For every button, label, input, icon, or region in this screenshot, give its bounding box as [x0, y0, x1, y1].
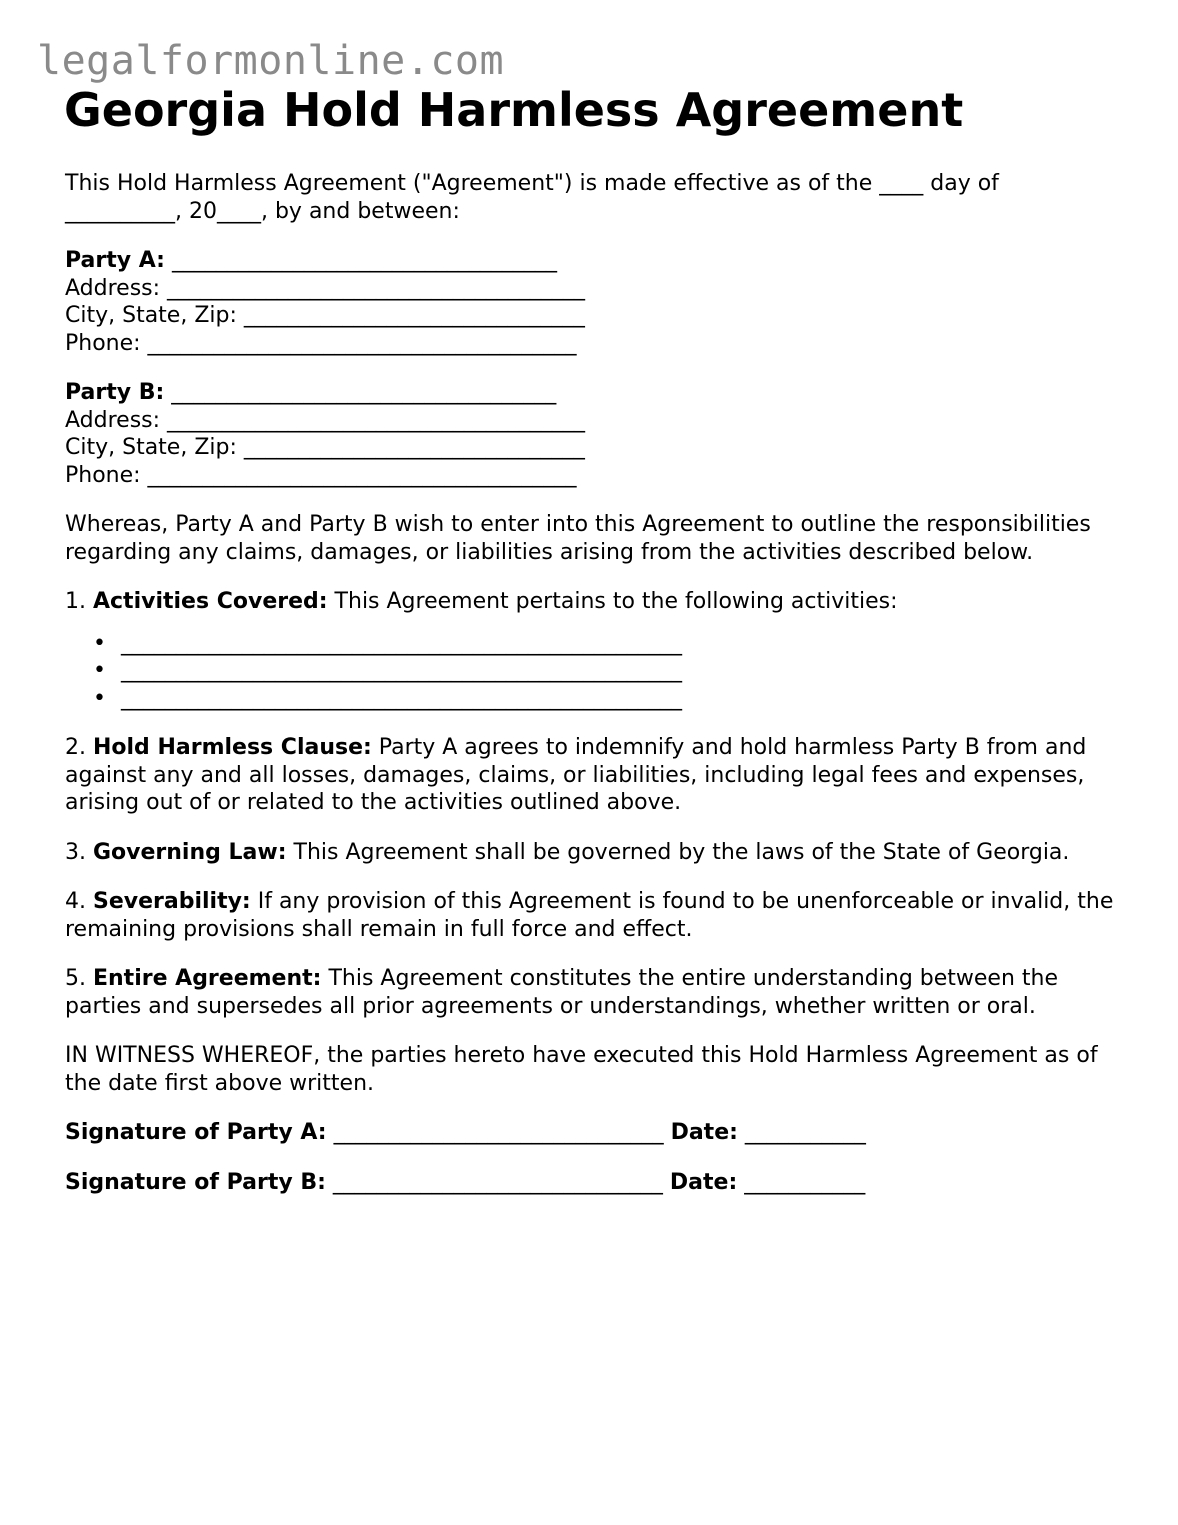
- party-b-label: Party B:: [65, 380, 165, 405]
- activities-list: [65, 616, 1135, 713]
- intro-line-1: This Hold Harmless Agreement ("Agreement") is made effective as of the ____ day of: [65, 171, 999, 196]
- party-a-block: [65, 247, 1135, 357]
- watermark: legalformonline.com: [37, 38, 505, 84]
- party-a-phone-line: Phone: _______________________________________: [65, 330, 577, 356]
- section-text: If any provision of this Agreement is found to be unenforceable or invalid, the remaining provisions shall remain in full force and effect.: [65, 889, 1114, 942]
- section-hold-harmless-clause: [65, 734, 1135, 817]
- section-heading: Governing Law:: [92, 839, 287, 865]
- section-governing-law: [65, 839, 1135, 867]
- section-number: 4.: [65, 889, 93, 914]
- list-item: [65, 685, 1135, 713]
- intro-line-2: __________, 20____, by and between:: [65, 198, 460, 224]
- document-title: Georgia Hold Harmless Agreement: [64, 83, 964, 137]
- section-severability: [65, 888, 1135, 943]
- party-b-phone-line: Phone: _______________________________________: [65, 462, 577, 488]
- bullet-icon: •: [93, 630, 106, 656]
- party-a-city-line: City, State, Zip: _______________________________: [65, 303, 585, 328]
- date-label: Date:: [669, 1169, 738, 1195]
- section-heading: Entire Agreement:: [92, 966, 322, 991]
- party-b-block: [65, 379, 1135, 489]
- party-b-city-line: City, State, Zip: _______________________________: [65, 435, 585, 460]
- date-label: Date:: [670, 1120, 738, 1145]
- list-item: [65, 630, 1135, 658]
- section-number: 3.: [65, 839, 93, 865]
- section-number: 5.: [65, 966, 93, 991]
- section-heading: Severability:: [92, 889, 251, 914]
- activity-blank: ___________________________________________________: [121, 630, 682, 656]
- activity-blank: ___________________________________________________: [121, 658, 682, 683]
- document-body: [65, 170, 1135, 1218]
- party-a-name-line: [65, 247, 1135, 275]
- party-b-name-line: [65, 379, 1135, 407]
- section-entire-agreement: [65, 965, 1135, 1020]
- signature-line-party-a: [65, 1119, 1135, 1147]
- signature-blank: ______________________________: [326, 1120, 671, 1145]
- party-b-name-blank: ___________________________________: [164, 380, 557, 405]
- party-a-name-blank: ___________________________________: [164, 248, 557, 273]
- list-item: [65, 657, 1135, 685]
- signature-label: Signature of Party A:: [65, 1120, 327, 1145]
- witness-paragraph: IN WITNESS WHEREOF, the parties hereto have executed this Hold Harmless Agreement as of the date first above written.: [65, 1043, 1098, 1096]
- bullet-icon: •: [93, 685, 106, 711]
- section-activities-covered: [65, 588, 1135, 616]
- party-a-address-line: Address: ______________________________________: [65, 275, 586, 301]
- signature-blank: ______________________________: [325, 1169, 670, 1195]
- section-text: This Agreement shall be governed by the laws of the State of Georgia.: [286, 839, 1070, 865]
- section-number: 2.: [65, 735, 93, 760]
- signature-label: Signature of Party B:: [65, 1169, 326, 1195]
- activity-blank: ___________________________________________________: [121, 685, 682, 711]
- intro-paragraph: [65, 170, 1135, 225]
- signature-line-party-b: [65, 1169, 1135, 1197]
- section-heading: Activities Covered:: [92, 589, 328, 614]
- party-a-label: Party A:: [65, 248, 165, 273]
- section-number: 1.: [65, 589, 93, 614]
- section-text: Party A agrees to indemnify and hold harmless Party B from and against any and all losses, damages, claims, or liabilities, including legal fees and expenses, arising out of or related to the activities outlined above.: [65, 735, 1087, 815]
- whereas-paragraph: Whereas, Party A and Party B wish to enter into this Agreement to outline the responsibilities regarding any claims, damages, or liabilities arising from the activities described below.: [65, 512, 1091, 565]
- section-heading: Hold Harmless Clause:: [92, 735, 372, 760]
- bullet-icon: •: [93, 658, 106, 683]
- party-b-address-line: Address: ______________________________________: [65, 407, 586, 433]
- section-text: This Agreement constitutes the entire understanding between the parties and supersedes all prior agreements or understandings, whether written or oral.: [65, 966, 1059, 1019]
- section-text: This Agreement pertains to the following activities:: [327, 589, 898, 614]
- date-blank: ___________: [737, 1169, 866, 1195]
- date-blank: ___________: [737, 1120, 866, 1145]
